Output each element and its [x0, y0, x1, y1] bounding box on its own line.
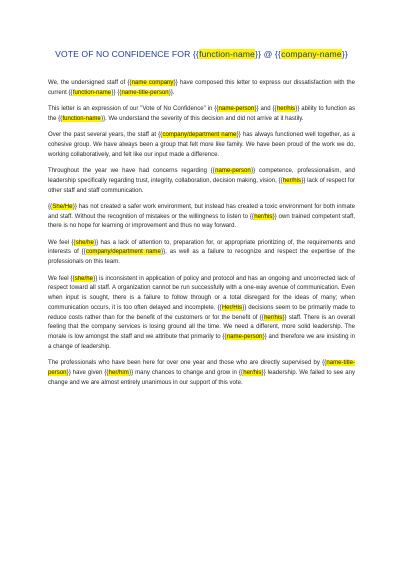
- text-segment: }} competence, professionalism, and leadership specifically regarding trust, integrity, collaboration, decision making, vision, {{: [48, 168, 356, 184]
- text-segment: }} has not created a safer work environment, but instead has created a toxic environment for both inmate and staff. Without the recognition of mistakes or the willingness to listen to {{: [48, 203, 355, 220]
- placeholder-highlight: name company: [131, 80, 174, 86]
- text-segment: We, the undersigned staff of {{: [48, 80, 132, 86]
- text-segment: }} have given {{: [66, 369, 109, 376]
- text-segment: We feel {{: [48, 239, 76, 246]
- placeholder-highlight: name-title-person: [121, 89, 169, 96]
- paragraph-conclusion: [48, 359, 355, 388]
- placeholder-highlight: name-person: [226, 334, 263, 341]
- placeholder-highlight: her/his: [276, 106, 295, 113]
- text-segment: }} {{: [111, 89, 122, 96]
- document-body: [48, 79, 355, 388]
- text-segment: }} lack of respect for other staff and staff communication.: [48, 177, 355, 194]
- placeholder-highlight: name-title-person: [48, 360, 355, 376]
- placeholder-highlight: She/He: [52, 203, 73, 210]
- paragraph-intro: [48, 79, 355, 99]
- text-segment: The professionals who have been here for over one year and those who are directly supervised by {{: [48, 360, 327, 367]
- text-segment: }} @ {{: [255, 49, 281, 59]
- placeholder-highlight: her/his: [282, 177, 302, 184]
- document-title: [48, 48, 355, 60]
- placeholder-highlight: her/him: [108, 369, 129, 376]
- text-segment: Throughout the year we have had concerns regarding {{: [48, 168, 215, 175]
- text-segment: }} has always functioned well together, as a cohesive group. We have always been a group that felt more like family. We have been proud of the work we do, working collaboratively, and felt like our input made a difference.: [48, 132, 355, 158]
- placeholder-highlight: company/department name: [86, 249, 161, 256]
- text-segment: Over the past several years, the staff at {{: [48, 132, 163, 139]
- text-segment: }} leadership. We failed to see any change and we are almost entirely unanimous in our support of this vote.: [48, 369, 355, 386]
- text-segment: }} is inconsistent in application of policy and protocol and has an ongoing and uncorrected lack of respect toward all staff. A organization cannot be run successfully with a one-way avenue of communication. Even when input is sought, there is a failure to follow through or a total disregard for the ideas of many; when communication occurs, it is too often delayed and incomplete. {{: [48, 275, 355, 311]
- placeholder-highlight: company/department name: [162, 132, 237, 139]
- text-segment: }} own trained competent staff, there is no hope for learning or improvement and thus no way forward.: [48, 213, 356, 230]
- placeholder-highlight: function-name: [62, 115, 101, 122]
- text-segment: }} ability to function as the {{: [48, 106, 356, 122]
- paragraph-concerns: [48, 167, 355, 196]
- text-segment: }}, as well as a failure to recognize and respect the expertise of the professionals on this team.: [48, 249, 355, 266]
- text-segment: }}: [341, 49, 348, 59]
- placeholder-highlight: function-name: [199, 49, 255, 59]
- placeholder-highlight: she/he: [74, 275, 93, 282]
- text-segment: }} many chances to change and grow in {{: [129, 369, 243, 376]
- text-segment: }} staff. There is an overall feeling that the company services is losing ground all the time. We need a different, more solid leadership. The morale is low amongst the staff and we attribute that primarily to {{: [48, 314, 355, 341]
- text-segment: }} and therefore we are insisting in a change of leadership.: [48, 334, 356, 350]
- text-segment: }} decisions seem to be primarily made to reduce costs rather than for the benefit of the customers or for the benefit of {{: [48, 304, 355, 321]
- text-segment: }}.: [168, 89, 175, 96]
- placeholder-highlight: company-name: [281, 49, 342, 59]
- placeholder-highlight: Her/His: [221, 304, 242, 311]
- paragraph-history: [48, 131, 355, 160]
- placeholder-highlight: name-person: [218, 106, 255, 113]
- paragraph-attention: [48, 239, 355, 268]
- placeholder-highlight: her/his: [254, 213, 273, 220]
- text-segment: }} and {{: [254, 106, 277, 113]
- text-segment: This letter is an expression of our "Vote of No Confidence" in {{: [48, 106, 219, 113]
- text-segment: }} have composed this letter to express our dissatisfaction with the current {{: [48, 80, 355, 96]
- text-segment: {{: [48, 203, 53, 210]
- placeholder-highlight: her/his: [264, 314, 283, 321]
- paragraph-environment: [48, 203, 355, 232]
- placeholder-highlight: function-name: [72, 89, 112, 96]
- text-segment: }}. We understand the severity of this decision and did not arrive at it hastily.: [101, 115, 304, 122]
- placeholder-highlight: name-person: [215, 168, 251, 175]
- text-segment: VOTE OF NO CONFIDENCE FOR {{: [55, 49, 199, 59]
- placeholder-highlight: her/his: [243, 369, 262, 376]
- text-segment: We feel {{: [48, 275, 75, 282]
- placeholder-highlight: she/he: [75, 239, 94, 246]
- paragraph-inconsistency: [48, 275, 355, 353]
- paragraph-vote-statement: [48, 105, 355, 125]
- text-segment: }} has a lack of attention to, preparation for, or appropriate prioritizing of, the requirements and interests of {{: [48, 239, 355, 256]
